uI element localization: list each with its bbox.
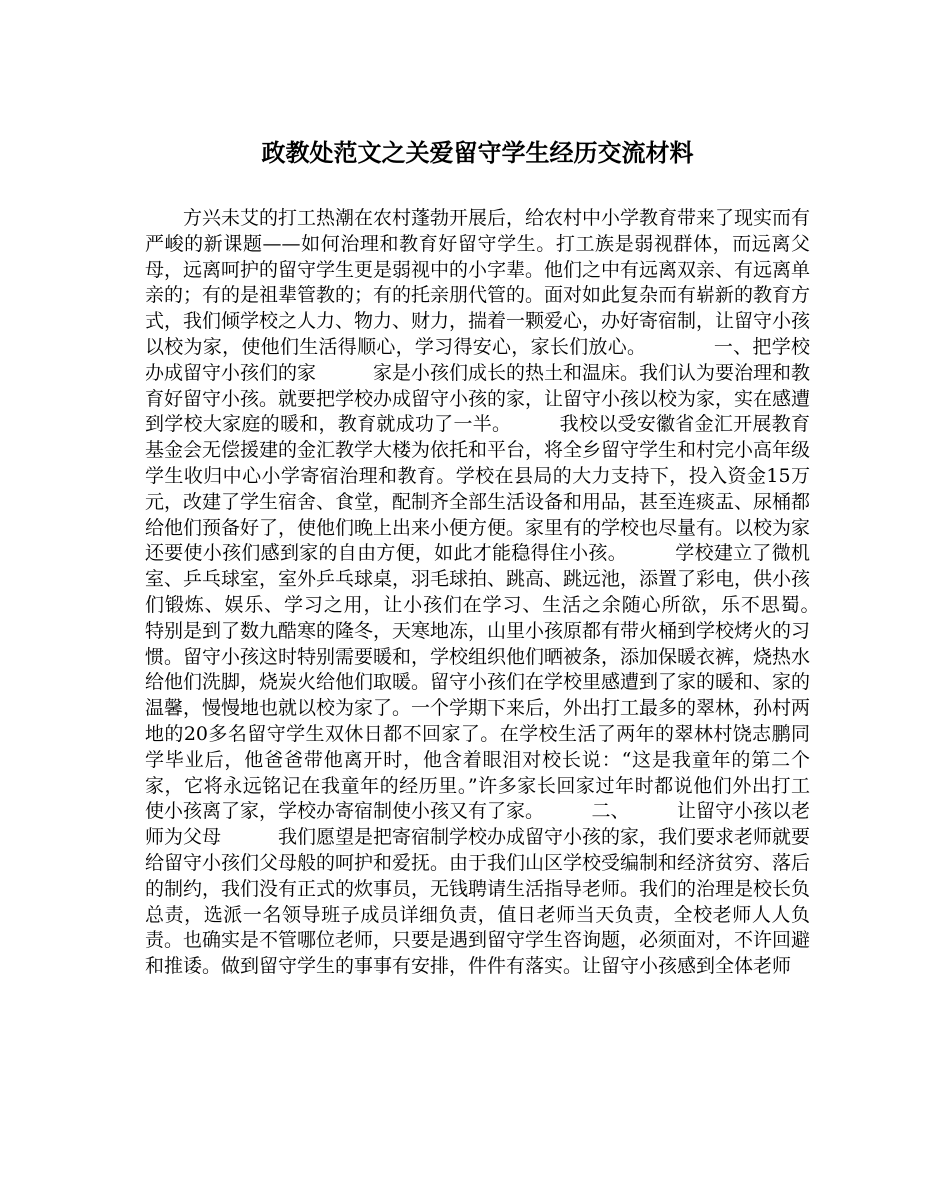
document-title: 政教处范文之关爱留守学生经历交流材料 <box>261 138 694 167</box>
document-body-paragraph: 方兴未艾的打工热潮在农村蓬勃开展后，给农村中小学教育带来了现实而有严峻的新课题——如何治理和教育好留守学生。打工族是弱视群体，而远离父母，远离呵护的留守学生更是弱视中的小字辈。他们之中有远离双亲、有远离单亲的；有的是祖辈管教的；有的托亲朋代管的。面对如此复杂而有崭新的教育方式，我们倾学校之人力、物力、财力，揣着一颗爱心，办好寄宿制，让留守小孩以校为家，使他们生活得顺心，学习得安心，家长们放心。 一、把学校办成留守小孩们的家 家是小孩们成长的热土和温床。我们认为要治理和教育好留守小孩。就要把学校办成留守小孩的家，让留守小孩以校为家，实在感遭到学校大家庭的暖和，教育就成功了一半。 我校以受安徽省金汇开展教育基金会无偿援建的金汇教学大楼为依托和平台，将全乡留守学生和村完小高年级学生收归中心小学寄宿治理和教育。学校在县局的大力支持下，投入资金15万元，改建了学生宿舍、食堂，配制齐全部生活设备和用品，甚至连痰盂、尿桶都给他们预备好了，使他们晚上出来小便方便。家里有的学校也尽量有。以校为家还要使小孩们感到家的自由方便，如此才能稳得住小孩。 学校建立了微机室、乒乓球室，室外乒乓球桌，羽毛球拍、跳高、跳远池，添置了彩电，供小孩们锻炼、娱乐、学习之用，让小孩们在学习、生活之余随心所欲，乐不思蜀。 特别是到了数九酷寒的隆冬，天寒地冻，山里小孩原都有带火桶到学校烤火的习惯。留守小孩这时特别需要暖和，学校组织他们晒被条，添加保暖衣裤，烧热水给他们洗脚，烧炭火给他们取暖。留守小孩们在学校里感遭到了家的暖和、家的温馨，慢慢地也就以校为家了。一个学期下来后，外出打工最多的翠林，孙村两地的20多名留守学生双休日都不回家了。在学校生活了两年的翠林村饶志鹏同学毕业后，他爸爸带他离开时，他含着眼泪对校长说：“这是我童年的第二个家，它将永远铭记在我童年的经历里。”许多家长回家过年时都说他们外出打工使小孩离了家，学校办寄宿制使小孩又有了家。 二、 让留守小孩以老师为父母 我们愿望是把寄宿制学校办成留守小孩的家，我们要求老师就要给留守小孩们父母般的呵护和爱抚。由于我们山区学校受编制和经济贫穷、落后的制约，我们没有正式的炊事员，无钱聘请生活指导老师。我们的治理是校长负总责，选派一名领导班子成员详细负责，值日老师当天负责，全校老师人人负责。也确实是不管哪位老师，只要是遇到留守学生咨询题，必须面对，不许回避和推诿。做到留守学生的事事有安排，件件有落实。让留守小孩感到全体老师 <box>145 207 868 978</box>
